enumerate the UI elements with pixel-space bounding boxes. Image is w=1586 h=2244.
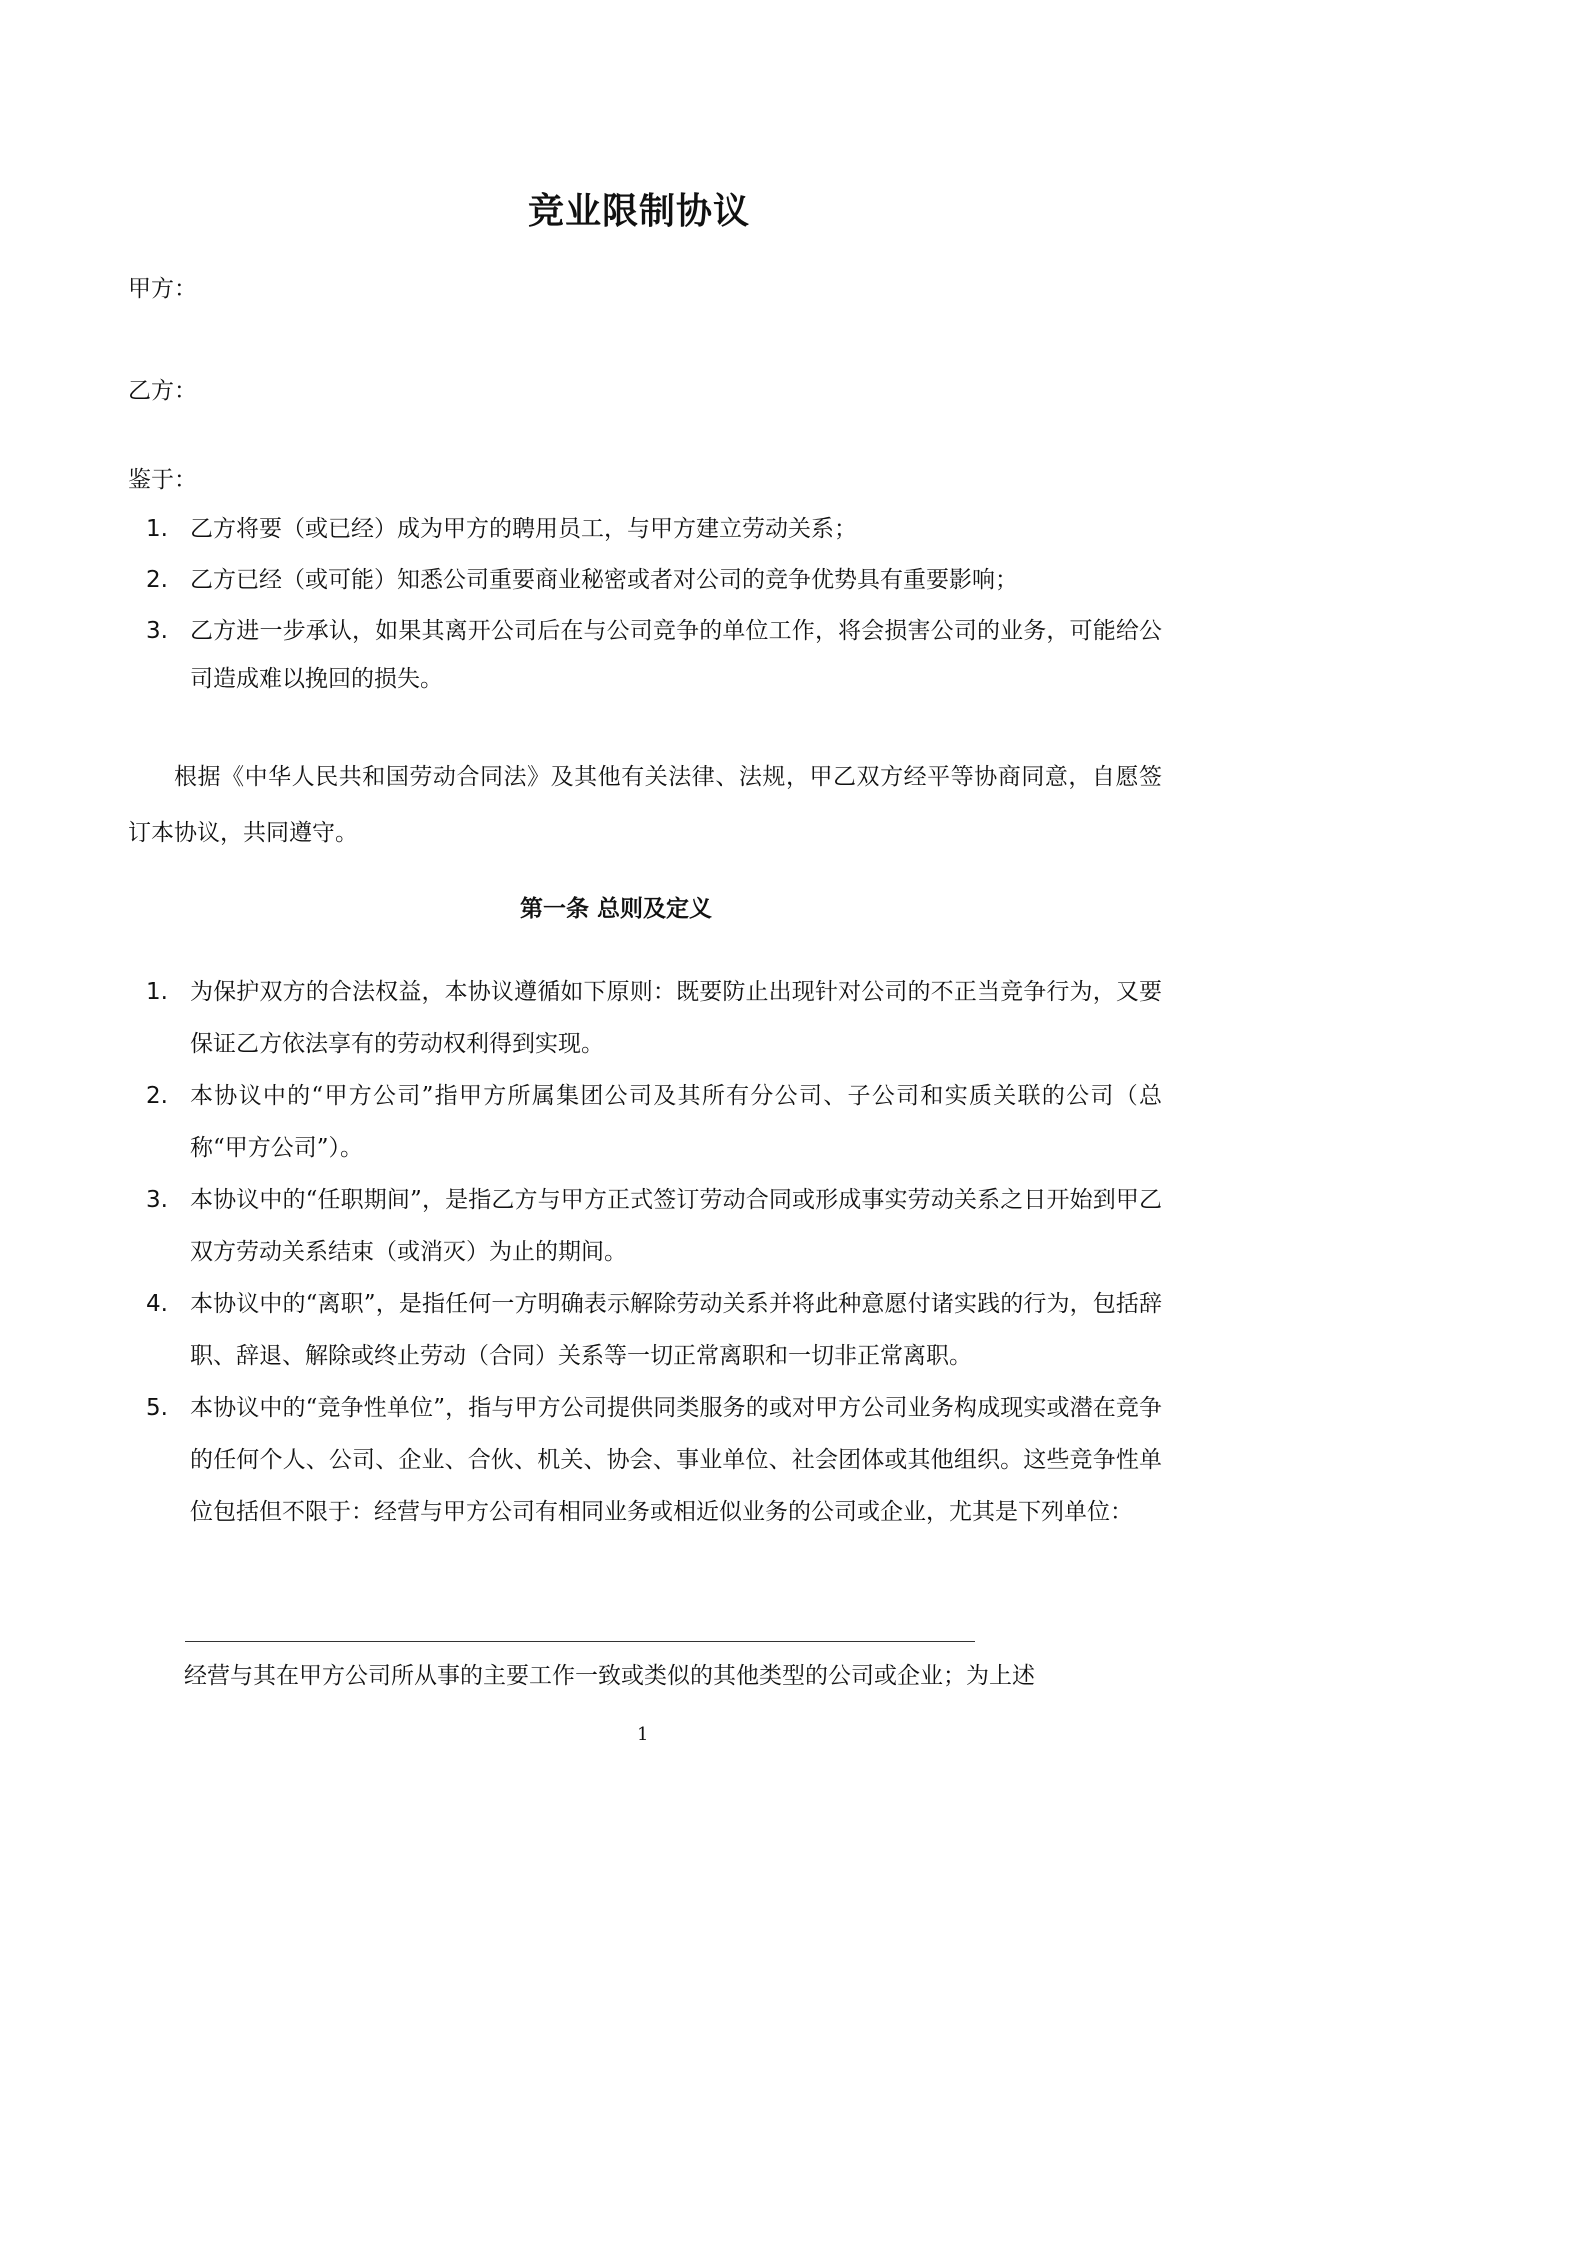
whereas-list (146, 505, 1162, 706)
list-item (146, 966, 1162, 1070)
list-item-text: 乙方将要（或已经）成为甲方的聘用员工，与甲方建立劳动关系； (190, 516, 857, 542)
party-a-label: 甲方： (128, 276, 197, 302)
list-item-number: 4. (146, 1291, 168, 1317)
footnote-text: 经营与其在甲方公司所从事的主要工作一致或类似的其他类型的公司或企业；为上述 (184, 1663, 1035, 1689)
section-title: 第一条 总则及定义 (520, 895, 713, 922)
list-item-text: 为保护双方的合法权益，本协议遵循如下原则：既要防止出现针对公司的不正当竞争行为，又要保证乙方依法享有的劳动权利得到实现。 (190, 979, 1162, 1057)
list-item-number: 5. (146, 1395, 168, 1421)
list-item-number: 3. (146, 618, 168, 644)
list-item-number: 2. (146, 567, 168, 593)
list-item-text: 本协议中的“甲方公司”指甲方所属集团公司及其所有分公司、子公司和实质关联的公司（总称“甲方公司”）。 (190, 1083, 1162, 1161)
list-item (146, 1278, 1162, 1382)
intro-paragraph: 根据《中华人民共和国劳动合同法》及其他有关法律、法规，甲乙双方经平等协商同意，自愿签订本协议，共同遵守。 (128, 764, 1162, 846)
list-item (146, 1174, 1162, 1278)
list-item-text: 本协议中的“竞争性单位”，指与甲方公司提供同类服务的或对甲方公司业务构成现实或潜在竞争的任何个人、公司、企业、合伙、机关、协会、事业单位、社会团体或其他组织。这些竞争性单位包括但不限于：经营与甲方公司有相同业务或相近似业务的公司或企业，尤其是下列单位： (190, 1395, 1162, 1525)
definitions-list (146, 966, 1162, 1538)
list-item (146, 1070, 1162, 1174)
list-item (146, 607, 1162, 703)
list-item-number: 1. (146, 979, 168, 1005)
list-item-text: 本协议中的“任职期间”，是指乙方与甲方正式签订劳动合同或形成事实劳动关系之日开始到甲乙双方劳动关系结束（或消灭）为止的期间。 (190, 1187, 1162, 1265)
list-item (146, 1382, 1162, 1538)
page-number: 1 (637, 1724, 649, 1745)
footnote-divider (185, 1641, 975, 1642)
list-item-text: 乙方进一步承认，如果其离开公司后在与公司竞争的单位工作，将会损害公司的业务，可能给公司造成难以挽回的损失。 (190, 618, 1162, 692)
list-item-text: 乙方已经（或可能）知悉公司重要商业秘密或者对公司的竞争优势具有重要影响； (190, 567, 1018, 593)
whereas-label: 鉴于： (128, 467, 197, 493)
party-b-label: 乙方： (128, 378, 197, 404)
list-item-number: 1. (146, 516, 168, 542)
list-item (146, 505, 1162, 553)
list-item-text: 本协议中的“离职”，是指任何一方明确表示解除劳动关系并将此种意愿付诸实践的行为，包括辞职、辞退、解除或终止劳动（合同）关系等一切正常离职和一切非正常离职。 (190, 1291, 1162, 1369)
document-title: 竞业限制协议 (528, 190, 751, 232)
list-item-number: 2. (146, 1083, 168, 1109)
list-item (146, 556, 1162, 604)
list-item-number: 3. (146, 1187, 168, 1213)
